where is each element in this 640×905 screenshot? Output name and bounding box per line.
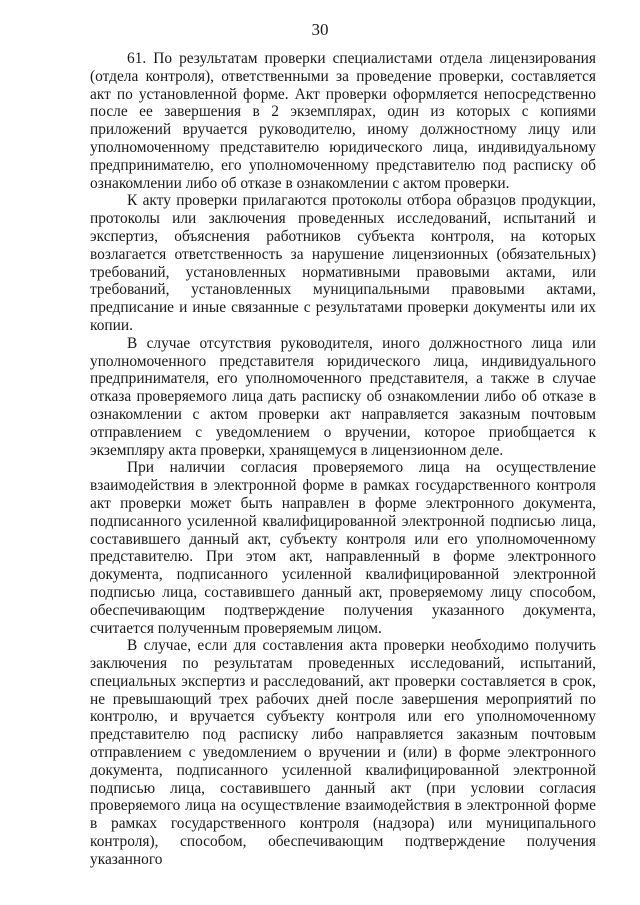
paragraph-act-attachments: К акту проверки прилагаются протоколы отбора образцов продукции, протоколы или заключения проведенных исследований, испытаний и экспертиз, объяснения работников субъекта контроля, на которых возлагается ответственность за нарушение лицензионных (обязательных) требований, установленных нормативными правовыми актами, или требований, установленных муниципальными правовыми актами, предписание и иные связанные с результатами проверки документы или их копии. <box>90 192 596 334</box>
paragraph-electronic-delivery: При наличии согласия проверяемого лица на осуществление взаимодействия в электронной форме в рамках государственного контроля акт проверки может быть направлен в форме электронного документа, подписанного усиленной квалифицированной электронной подписью лица, составившего данный акт, субъекту контроля или его уполномоченному представителю. При этом акт, направленный в форме электронного документа, подписанного усиленной квалифицированной электронной подписью лица, составившего данный акт, проверяемому лицу способом, обеспечивающим подтверждение получения указанного документа, считается полученным проверяемым лицом. <box>90 459 596 637</box>
paragraph-absence-of-representative: В случае отсутствия руководителя, иного должностного лица или уполномоченного представителя юридического лица, индивидуального предпринимателя, его уполномоченного представителя, а также в случае отказа проверяемого лица дать расписку об ознакомлении либо об отказе в ознакомлении с актом проверки акт направляется заказным почтовым отправлением с уведомлением о вручении, которое приобщается к экземпляру акта проверки, хранящемуся в лицензионном деле. <box>90 334 596 459</box>
document-body <box>90 50 596 869</box>
paragraph-expert-conclusions: В случае, если для составления акта проверки необходимо получить заключения по результатам проведенных исследований, испытаний, специальных экспертиз и расследований, акт проверки составляется в срок, не превышающий трех рабочих дней после завершения мероприятий по контролю, и вручается субъекту контроля или его уполномоченному представителю под расписку либо направляется заказным почтовым отправлением с уведомлением о вручении и (или) в форме электронного документа, подписанного усиленной квалифицированной электронной подписью лица, составившего данный акт (при условии согласия проверяемого лица на осуществление взаимодействия в электронной форме в рамках государственного контроля (надзора) или муниципального контроля), способом, обеспечивающим подтверждение получения указанного <box>90 637 596 868</box>
paragraph-61-act-of-inspection: 61. По результатам проверки специалистами отдела лицензирования (отдела контроля), ответственными за проведение проверки, составляется акт по установленной форме. Акт проверки оформляется непосредственно после ее завершения в 2 экземплярах, один из которых с копиями приложений вручается руководителю, иному должностному лицу или уполномоченному представителю юридического лица, индивидуальному предпринимателю, его уполномоченному представителю под расписку об ознакомлении либо об отказе в ознакомлении с актом проверки. <box>90 50 596 192</box>
page-number: 30 <box>311 20 329 39</box>
